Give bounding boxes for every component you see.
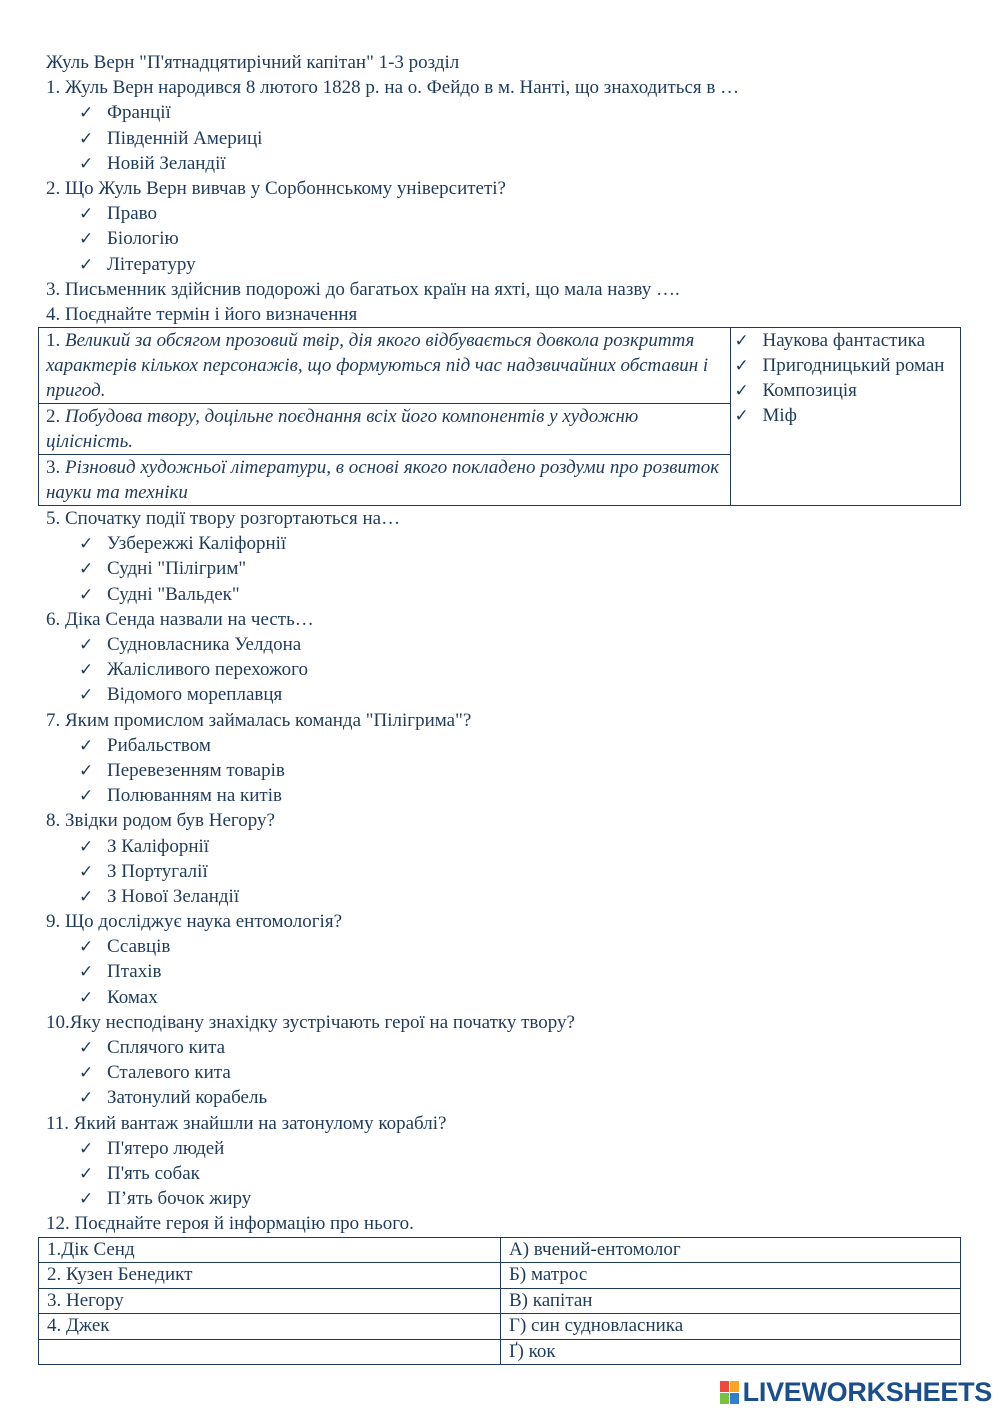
option[interactable]: ✓ Птахів (79, 961, 162, 983)
check-icon: ✓ (79, 1189, 94, 1209)
check-icon: ✓ (79, 584, 94, 604)
check-icon: ✓ (734, 331, 749, 351)
option[interactable]: ✓ П’ять бочок жиру (79, 1188, 252, 1210)
option[interactable]: ✓ Комах (79, 986, 158, 1008)
option[interactable]: ✓ З Нової Зеландії (79, 885, 240, 907)
option[interactable]: ✓ П'ятеро людей (79, 1137, 225, 1159)
option[interactable]: ✓ Затонулий корабель (79, 1087, 268, 1109)
question-11: 11. Який вантаж знайшли на затонулому кораблі? (46, 1112, 447, 1134)
info-cell[interactable]: В) капітан (501, 1288, 961, 1314)
check-icon: ✓ (79, 861, 94, 881)
check-icon: ✓ (79, 836, 94, 856)
question-2: 2. Що Жуль Верн вивчав у Сорбоннському університеті? (46, 177, 506, 199)
check-icon: ✓ (79, 987, 94, 1007)
hero-cell[interactable]: 4. Джек (39, 1314, 501, 1340)
check-icon: ✓ (79, 786, 94, 806)
check-icon: ✓ (79, 735, 94, 755)
question-6: 6. Діка Сенда назвали на честь… (46, 608, 314, 630)
info-cell[interactable]: А) вчений-ентомолог (501, 1237, 961, 1263)
definition-cell: 1. Великий за обсягом прозовий твір, дія якого відбувається довкола розкриття характерів кількох персонажів, що формуються під час надзвичайних обставин і пригод. (39, 328, 731, 404)
check-icon: ✓ (734, 356, 749, 376)
check-icon: ✓ (734, 406, 749, 426)
check-icon: ✓ (79, 660, 94, 680)
option[interactable]: ✓ Франції (79, 102, 171, 124)
option[interactable]: ✓ Перевезенням товарів (79, 759, 285, 781)
check-icon: ✓ (79, 937, 94, 957)
check-icon: ✓ (79, 1138, 94, 1158)
option[interactable]: ✓ Відомого мореплавця (79, 684, 283, 706)
check-icon: ✓ (79, 559, 94, 579)
option[interactable]: ✓ Сплячого кита (79, 1037, 226, 1058)
liveworksheets-logo-icon (720, 1381, 739, 1404)
hero-cell[interactable]: 1.Дік Сенд (39, 1237, 501, 1263)
worksheet (46, 50, 962, 1365)
option[interactable]: ✓ З Каліфорнії (79, 835, 210, 857)
option[interactable]: ✓ П'ять собак (79, 1162, 200, 1184)
term-item[interactable]: ✓ Наукова фантастика (734, 330, 926, 352)
check-icon: ✓ (79, 254, 94, 274)
question-4: 4. Поєднайте термін і його визначення (46, 303, 358, 325)
check-icon: ✓ (79, 1163, 94, 1183)
option[interactable]: ✓ З Португалії (79, 860, 208, 882)
matching-table-heroes (38, 1237, 961, 1366)
check-icon: ✓ (79, 1038, 94, 1057)
question-8: 8. Звідки родом був Негору? (46, 810, 275, 832)
check-icon: ✓ (79, 103, 94, 123)
terms-cell (730, 328, 961, 506)
check-icon: ✓ (79, 153, 94, 173)
check-icon: ✓ (79, 635, 94, 654)
option[interactable]: ✓ Узбережжі Каліфорнії (79, 533, 287, 555)
option[interactable]: ✓ Судновласника Уелдона (79, 634, 302, 655)
option[interactable]: ✓ Полюванням на китів (79, 785, 282, 807)
check-icon: ✓ (79, 128, 94, 148)
question-7: 7. Яким промислом займалась команда "Пілігрима"? (46, 709, 472, 731)
option[interactable]: ✓ Новій Зеландії (79, 152, 226, 174)
check-icon: ✓ (79, 1088, 94, 1108)
worksheet-title: Жуль Верн "П'ятнадцятирічний капітан" 1-3 розділ (46, 52, 460, 73)
hero-cell[interactable]: 2. Кузен Бенедикт (39, 1263, 501, 1289)
check-icon: ✓ (734, 381, 749, 401)
question-9: 9. Що досліджує наука ентомологія? (46, 911, 343, 933)
check-icon: ✓ (79, 534, 94, 554)
option[interactable]: ✓ Ссавців (79, 936, 171, 958)
question-10: 10.Яку несподівану знахідку зустрічають герої на початку твору? (46, 1011, 575, 1033)
option[interactable]: ✓ Жалісливого перехожого (79, 659, 308, 681)
check-icon: ✓ (79, 685, 94, 705)
term-item[interactable]: ✓ Композиція (734, 380, 857, 402)
brand-text: LIVEWORKSHEETS (742, 1376, 992, 1407)
definition-cell: 3. Різновид художньої літератури, в основі якого покладено роздуми про розвиток науки та техніки (39, 455, 731, 506)
check-icon: ✓ (79, 229, 94, 249)
check-icon: ✓ (79, 204, 94, 224)
option[interactable]: ✓ Право (79, 203, 157, 225)
check-icon: ✓ (79, 1063, 94, 1083)
check-icon: ✓ (79, 760, 94, 780)
option[interactable]: ✓ Південній Америці (79, 127, 263, 149)
info-cell[interactable]: Г) син судновласника (501, 1314, 961, 1340)
definition-cell: 2. Побудова твору, доцільне поєднання всіх його компонентів у художню цілісність. (39, 404, 731, 455)
question-3: 3. Письменник здійснив подорожі до багатьох країн на яхті, що мала назву …. (46, 278, 680, 300)
liveworksheets-brand (720, 1377, 992, 1407)
hero-cell-empty (39, 1339, 501, 1365)
option[interactable]: ✓ Рибальством (79, 734, 211, 756)
option[interactable]: ✓ Літературу (79, 253, 196, 275)
question-12: 12. Поєднайте героя й інформацію про нього. (46, 1213, 414, 1235)
option[interactable]: ✓ Судні "Вальдек" (79, 583, 240, 605)
info-cell[interactable]: Ґ) кок (501, 1339, 961, 1365)
check-icon: ✓ (79, 962, 94, 982)
check-icon: ✓ (79, 886, 94, 906)
info-cell[interactable]: Б) матрос (501, 1263, 961, 1289)
option[interactable]: ✓ Сталевого кита (79, 1062, 231, 1084)
hero-cell[interactable]: 3. Негору (39, 1288, 501, 1314)
question-1: 1. Жуль Верн народився 8 лютого 1828 р. на о. Фейдо в м. Нанті, що знаходиться в … (46, 77, 740, 99)
option[interactable]: ✓ Біологію (79, 228, 179, 250)
term-item[interactable]: ✓ Міф (734, 405, 797, 427)
matching-table-terms (38, 327, 961, 506)
option[interactable]: ✓ Судні "Пілігрим" (79, 558, 247, 580)
question-5: 5. Спочатку події твору розгортаються на… (46, 508, 401, 530)
term-item[interactable]: ✓ Пригодницький роман (734, 355, 945, 377)
